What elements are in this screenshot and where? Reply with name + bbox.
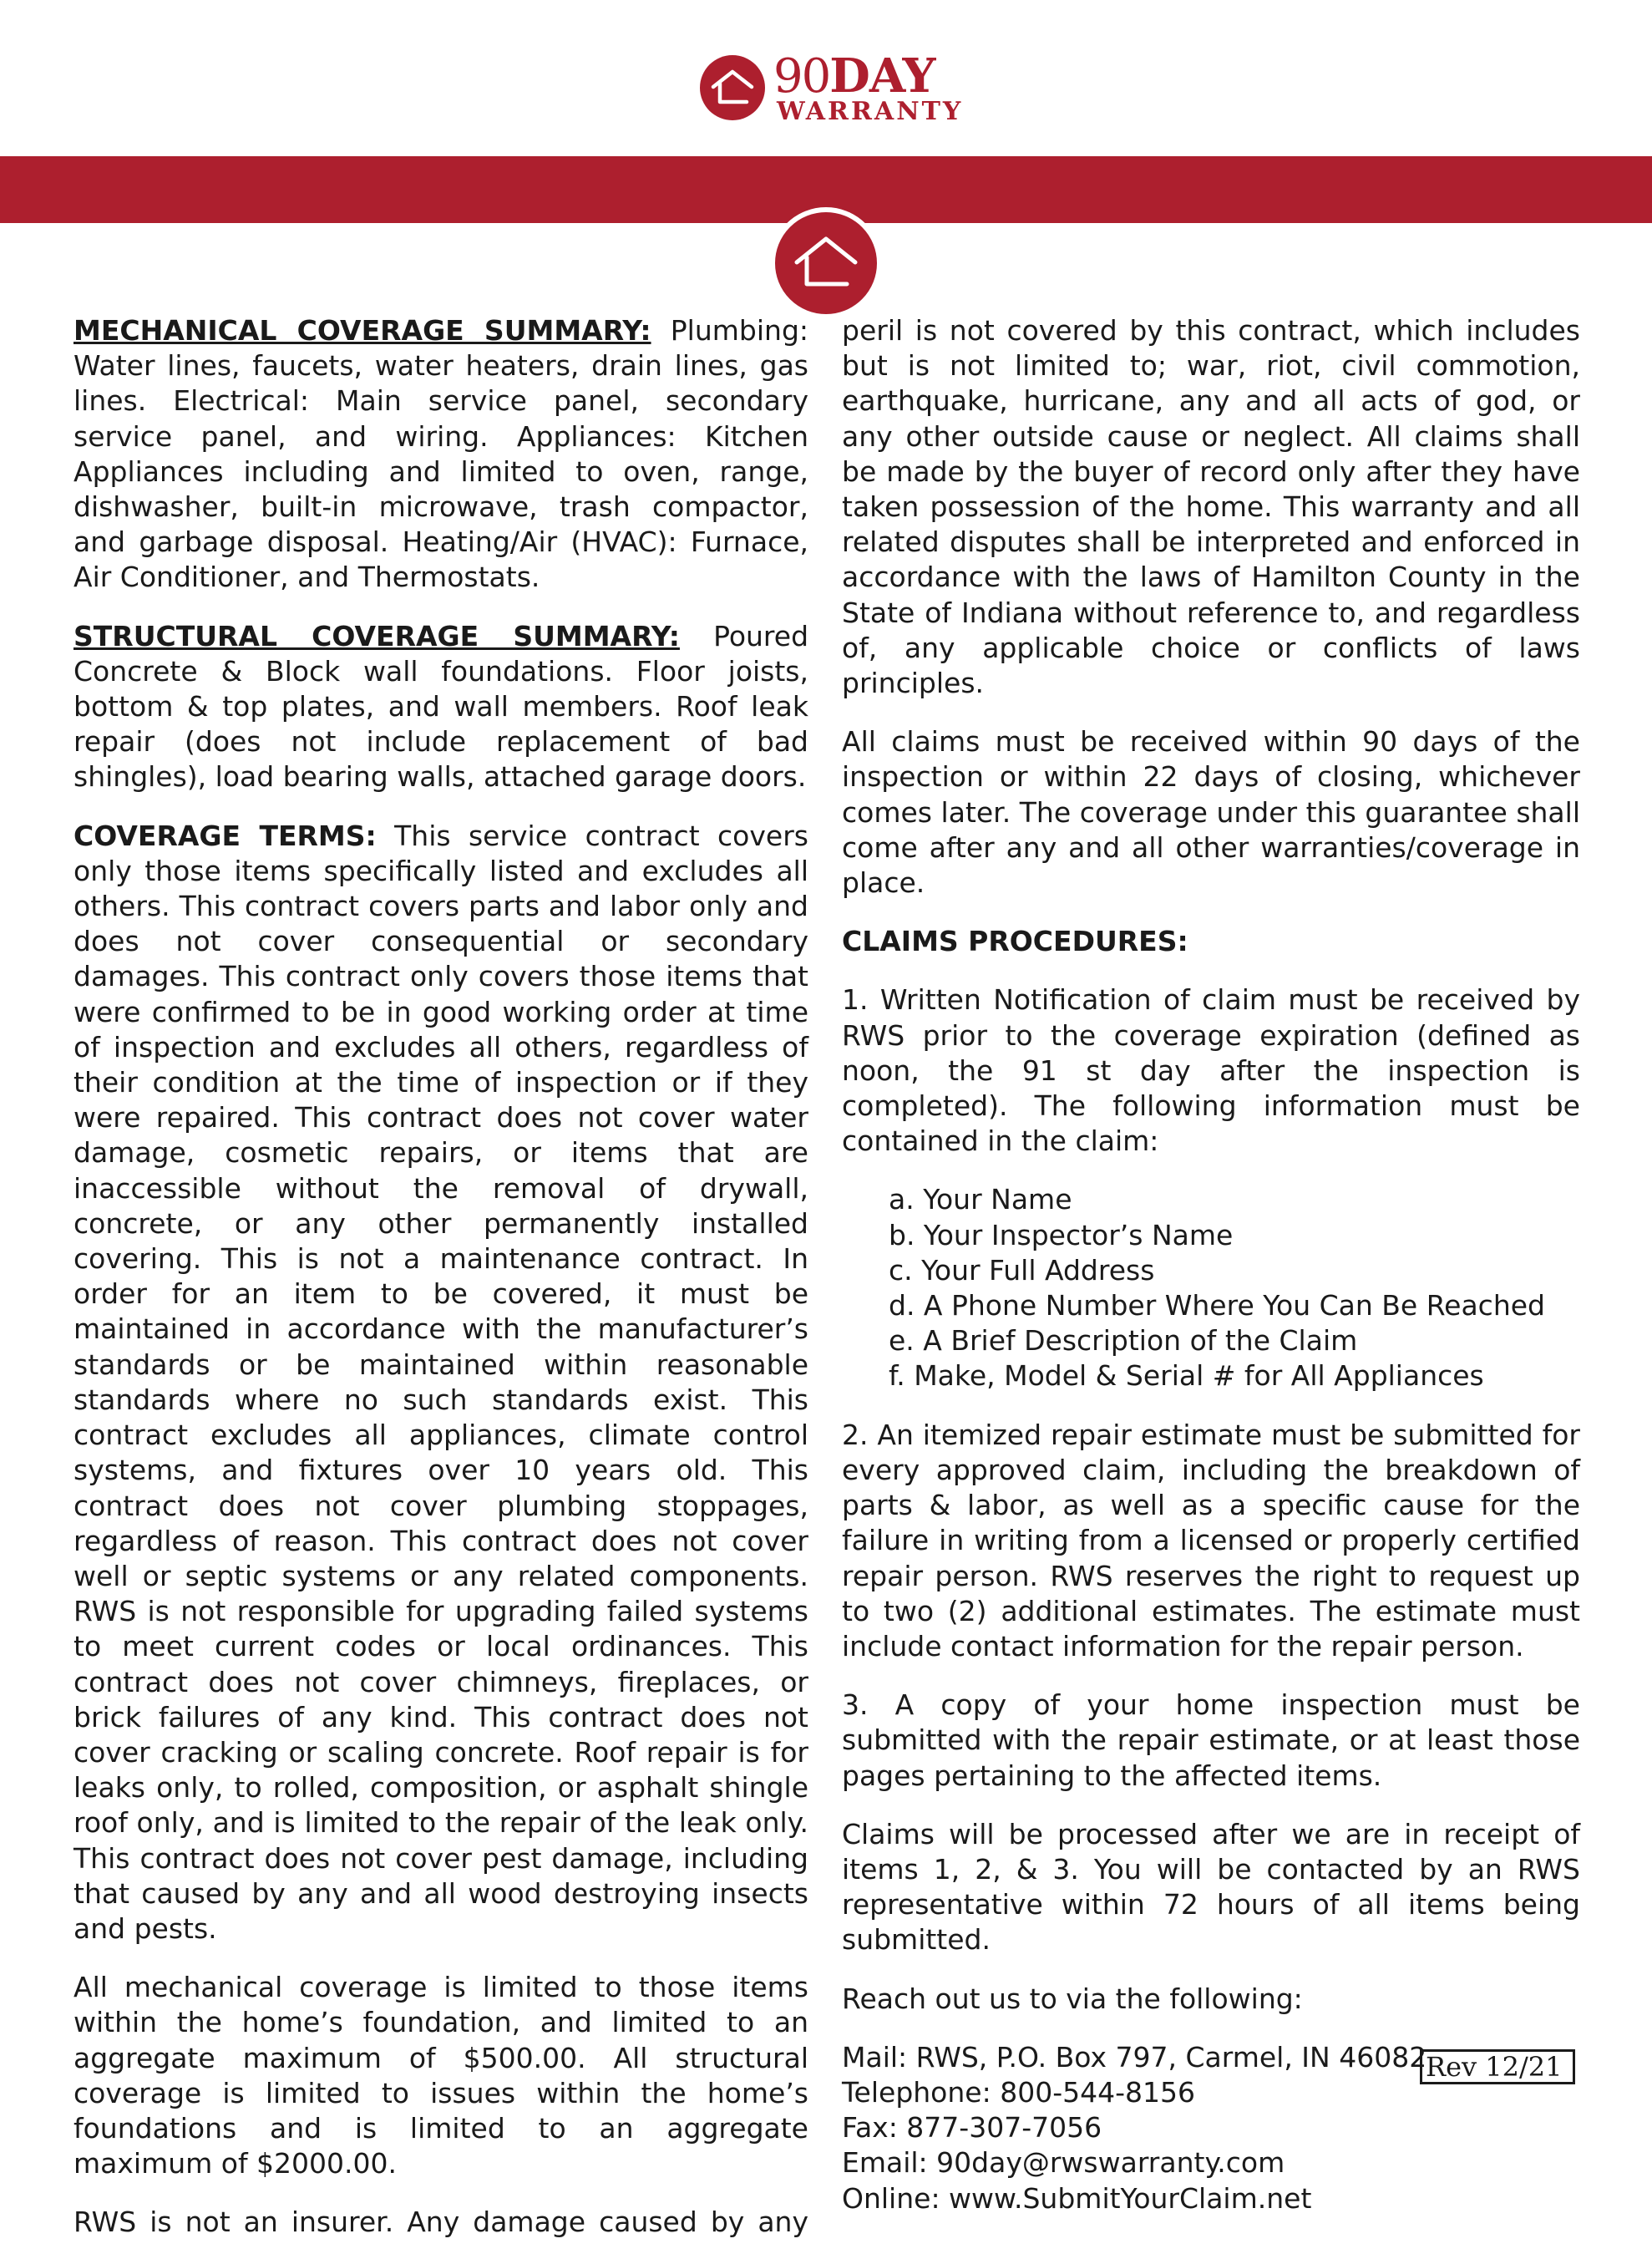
claims-window-paragraph: All claims must be received within 90 days of the inspection or within 22 days of closing, whichever comes later. The coverage under this guarantee shall come after any and all other warranties/coverage in place.	[842, 725, 1580, 900]
right-column	[842, 313, 1580, 2216]
terms-heading: COVERAGE TERMS:	[73, 819, 377, 852]
contact-email: Email: 90day@rwswarranty.com	[842, 2146, 1285, 2180]
processing-paragraph: Claims will be processed after we are in receipt of items 1, 2, & 3. You will be contacted by an RWS representative within 72 hours of all items being submitted.	[842, 1817, 1580, 1957]
house-band-icon	[770, 207, 882, 319]
brand-logo	[690, 47, 974, 130]
contact-fax: Fax: 877-307-7056	[842, 2111, 1102, 2145]
terms-section	[73, 819, 808, 1947]
mechanical-text: Plumbing: Water lines, faucets, water heaters, drain lines, gas lines. Electrical: Main service panel, secondary service panel, and wiring. Appliances: Kitchen Appliances including and limited to oven, range, dishwasher, built-in microwave, trash compactor, and garbage disposal. Heating/Air (HVAC): Furnace, Air Conditioner, and Thermostats.	[73, 314, 809, 594]
reach-out-line: Reach out us to via the following:	[842, 1982, 1303, 2015]
house-logo-icon	[700, 55, 765, 120]
limits-paragraph: All mechanical coverage is limited to those items within the home’s foundation, and limited to an aggregate maximum of $500.00. All structural coverage is limited to issues within the home’s foundations and is limited to an aggregate maximum of $2000.00.	[73, 1971, 808, 2180]
logo-subtitle: WARRANTY	[777, 97, 964, 126]
insurer-paragraph-start: RWS is not an insurer. Any damage caused by any	[73, 2206, 808, 2239]
claims-heading: CLAIMS PROCEDURES:	[842, 925, 1188, 958]
structural-section	[73, 619, 808, 795]
left-column	[73, 313, 808, 2264]
list-item: d. A Phone Number Where You Can Be Reached	[889, 1289, 1545, 1322]
structural-text: Poured Concrete & Block wall foundations. Floor joists, bottom & top plates, and wall members. Roof leak repair (does not include replacement of bad shingles), load bearing walls, attached garage doors.	[73, 619, 809, 794]
list-item: b. Your Inspector’s Name	[889, 1218, 1234, 1251]
claims-step-3: 3. A copy of your home inspection must be submitted with the repair estimate, or at least those pages pertaining to the affected items.	[842, 1688, 1580, 1792]
mechanical-heading: MECHANICAL COVERAGE SUMMARY:	[73, 314, 651, 347]
claim-info-list	[842, 1182, 1580, 1393]
structural-heading: STRUCTURAL COVERAGE SUMMARY:	[73, 619, 680, 652]
list-item: e. A Brief Description of the Claim	[889, 1324, 1358, 1358]
claims-step-2: 2. An itemized repair estimate must be submitted for every approved claim, including the breakdown of parts & labor, as well as a specific cause for the failure in writing from a licensed or properly certified repair person. RWS reserves the right to request up to two (2) additional estimates. The estimate must include contact information for the repair person.	[842, 1418, 1580, 1662]
contact-online: Online: www.SubmitYourClaim.net	[842, 2181, 1312, 2215]
mechanical-section	[73, 313, 808, 596]
claims-step-1: 1. Written Notification of claim must be received by RWS prior to the coverage expiration (defined as noon, the 91 st day after the inspection is completed). The following information must be contained in the claim:	[842, 983, 1580, 1158]
list-item: a. Your Name	[889, 1183, 1072, 1216]
logo-day: DAY	[829, 48, 935, 104]
list-item: c. Your Full Address	[889, 1253, 1155, 1287]
list-item: f. Make, Model & Serial # for All Appliances	[889, 1359, 1484, 1393]
logo-number: 90	[773, 49, 830, 104]
revision-label: Rev 12/21	[1420, 2049, 1575, 2084]
insurer-paragraph-continued: peril is not covered by this contract, which includes but is not limited to; war, riot, civil commotion, earthquake, hurricane, any and all acts of god, or any other outside cause or neglect. All claims shall be made by the buyer of record only after they have taken possession of the home. This warranty and all related disputes shall be interpreted and enforced in accordance with the laws of Hamilton County in the State of Indiana without reference to, and regardless of, any applicable choice or conflicts of laws principles.	[842, 314, 1580, 700]
terms-text: This service contract covers only those items specifically listed and excludes all others. This contract covers parts and labor only and does not cover consequential or secondary damages. This contract only covers those items that were confirmed to be in good working order at time of inspection and excludes all others, regardless of their condition at the time of inspection or if they were repaired. This contract does not cover water damage, cosmetic repairs, or items that are inaccessible without the removal of drywall, concrete, or any other permanently installed covering. This is not a maintenance contract. In order for an item to be covered, it must be maintained in accordance with the manufacturer’s standards or be maintained within reasonable standards where no such standards exist. This contract excludes all appliances, climate control systems, and fixtures over 10 years old. This contract does not cover plumbing stoppages, regardless of reason. This contract does not cover well or septic systems or any related components. RWS is not responsible for upgrading failed systems to meet current codes or local ordinances. This contract does not cover chimneys, fireplaces, or brick failures of any kind. This contract does not cover cracking or scaling concrete. Roof repair is for leaks only, to rolled, composition, or asphalt shingle roof only, and is limited to the repair of the leak only. This contract does not cover pest damage, including that caused by any and all wood destroying insects and pests.	[73, 819, 808, 1945]
contact-mail: Mail: RWS, P.O. Box 797, Carmel, IN 46082	[842, 2040, 1427, 2074]
logo-wordmark	[773, 48, 935, 104]
contact-telephone: Telephone: 800-544-8156	[842, 2075, 1195, 2109]
